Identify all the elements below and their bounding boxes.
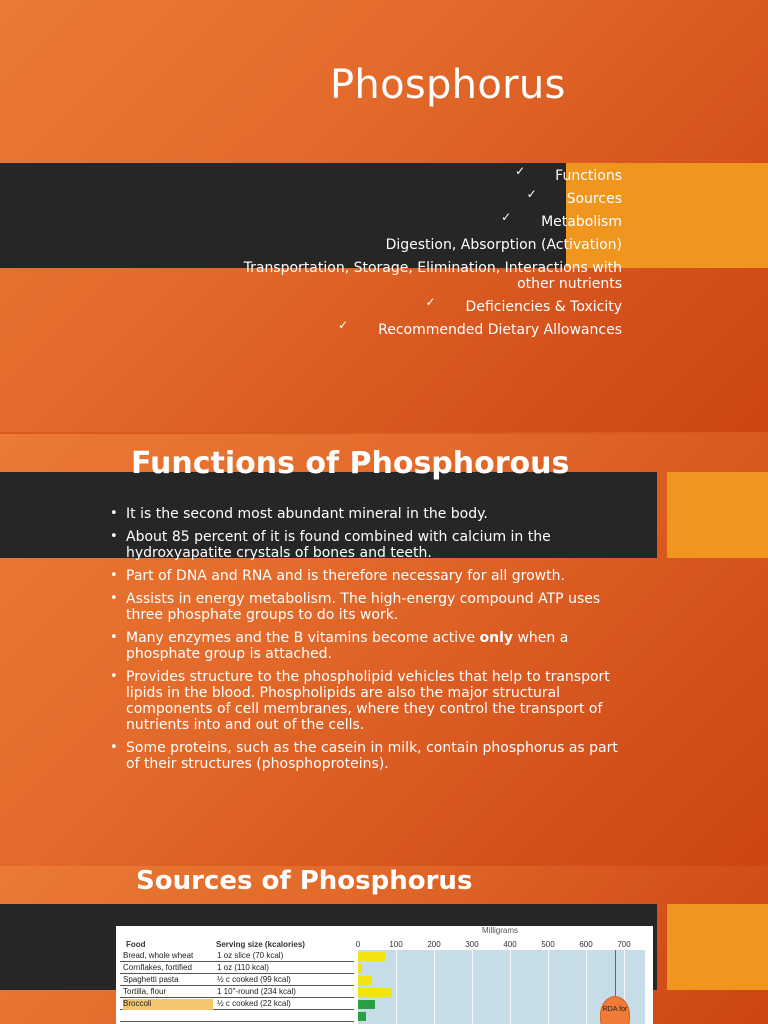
accent-block	[667, 472, 768, 558]
gridline	[434, 950, 435, 1024]
agenda-list	[202, 164, 622, 345]
serving-cell: ½ c cooked (22 kcal)	[217, 999, 291, 1008]
axis-tick-label: 700	[617, 940, 631, 949]
agenda-item	[202, 164, 622, 184]
serving-cell: 1 oz (110 kcal)	[217, 963, 269, 972]
data-bar	[358, 964, 362, 973]
rda-label: RDA for	[602, 1006, 628, 1013]
axis-tick-label: 200	[427, 940, 441, 949]
bullet-item: • It is the second most abundant mineral in the body.	[110, 506, 630, 522]
serving-cell: 1 oz slice (70 kcal)	[217, 951, 284, 960]
data-bar	[358, 952, 385, 961]
axis-tick-label: 400	[503, 940, 517, 949]
table-row	[120, 986, 354, 998]
agenda-item	[202, 318, 622, 338]
food-cell: Spaghetti pasta	[123, 975, 179, 984]
agenda-item-label: Transportation, Storage, Elimination, Interactions with other nutrients	[243, 260, 622, 292]
agenda-item-label: Sources	[566, 191, 622, 207]
agenda-item-label: Digestion, Absorption (Activation)	[385, 237, 622, 253]
serving-cell: ½ c cooked (99 kcal)	[217, 975, 291, 984]
table-row	[120, 998, 354, 1010]
slide-3	[0, 866, 768, 1024]
gridline	[396, 950, 397, 1024]
bullet-emphasis: only	[479, 630, 514, 646]
serving-cell: 1 10"-round (234 kcal)	[217, 987, 296, 996]
bullet-text: when a phosphate group is attached.	[126, 630, 569, 662]
slide-title: Sources of Phosphorus	[136, 866, 473, 896]
check-icon: ✓	[338, 318, 349, 332]
agenda-item	[202, 260, 622, 292]
bullet-item: • About 85 percent of it is found combined with calcium in the hydroxyapatite crystals of bones and teeth.	[110, 529, 630, 561]
food-cell	[123, 1011, 213, 1022]
bullet-item: • Assists in energy metabolism. The high-energy compound ATP uses three phosphate groups to do its work.	[110, 591, 630, 623]
data-bar	[358, 976, 372, 985]
axis-tick-label: 500	[541, 940, 555, 949]
food-cell: Broccoli	[123, 999, 213, 1010]
gridline	[510, 950, 511, 1024]
table-row	[120, 1010, 354, 1022]
check-icon: ✓	[501, 210, 512, 224]
bullet-text: Many enzymes and the B vitamins become active	[126, 630, 480, 646]
agenda-item	[202, 210, 622, 230]
agenda-item-label: Deficiencies & Toxicity	[465, 299, 622, 315]
slide-title: Phosphorus	[330, 62, 566, 108]
axis-tick-label: 100	[389, 940, 403, 949]
table-row	[120, 974, 354, 986]
agenda-item	[202, 187, 622, 207]
axis-label: Milligrams	[482, 926, 518, 935]
axis-tick-label: 0	[355, 940, 361, 949]
data-bar	[358, 1012, 366, 1021]
food-column-header: Food	[126, 940, 146, 949]
check-icon: ✓	[526, 187, 537, 201]
agenda-item-label: Functions	[555, 168, 622, 184]
agenda-item-label: Recommended Dietary Allowances	[378, 322, 622, 338]
bullet-item: • Some proteins, such as the casein in milk, contain phosphorus as part of their structures (phosphoproteins).	[110, 740, 630, 772]
gridline	[548, 950, 549, 1024]
check-icon: ✓	[515, 164, 526, 178]
table-row	[120, 962, 354, 974]
slide-title: Functions of Phosphorous	[131, 446, 570, 481]
table-row	[120, 950, 354, 962]
food-cell: Bread, whole wheat	[123, 951, 194, 960]
rda-line	[615, 950, 616, 998]
food-cell: Tortilla, flour	[123, 987, 167, 996]
accent-block	[667, 904, 768, 990]
check-icon: ✓	[425, 295, 436, 309]
axis-tick-label: 300	[465, 940, 479, 949]
data-bar	[358, 1000, 375, 1009]
data-bar	[358, 988, 392, 997]
bullet-item: • Provides structure to the phospholipid vehicles that help to transport lipids in the blood. Phospholipids are also the major structural components of cell membranes, where they control the transport of nutrients into and out of the cells.	[110, 669, 630, 733]
agenda-item	[202, 237, 622, 253]
bullet-item	[110, 630, 630, 662]
slide-2	[0, 434, 768, 866]
bullet-list	[110, 506, 630, 779]
agenda-item-label: Metabolism	[541, 214, 622, 230]
gridline	[586, 950, 587, 1024]
serving-column-header: Serving size (kcalories)	[216, 940, 305, 949]
axis-tick-label: 600	[579, 940, 593, 949]
agenda-item	[202, 295, 622, 315]
phosphorus-sources-chart	[116, 926, 653, 1024]
food-cell: Cornflakes, fortified	[123, 963, 192, 972]
bullet-item: • Part of DNA and RNA and is therefore necessary for all growth.	[110, 568, 630, 584]
gridline	[472, 950, 473, 1024]
slide-1	[0, 0, 768, 432]
